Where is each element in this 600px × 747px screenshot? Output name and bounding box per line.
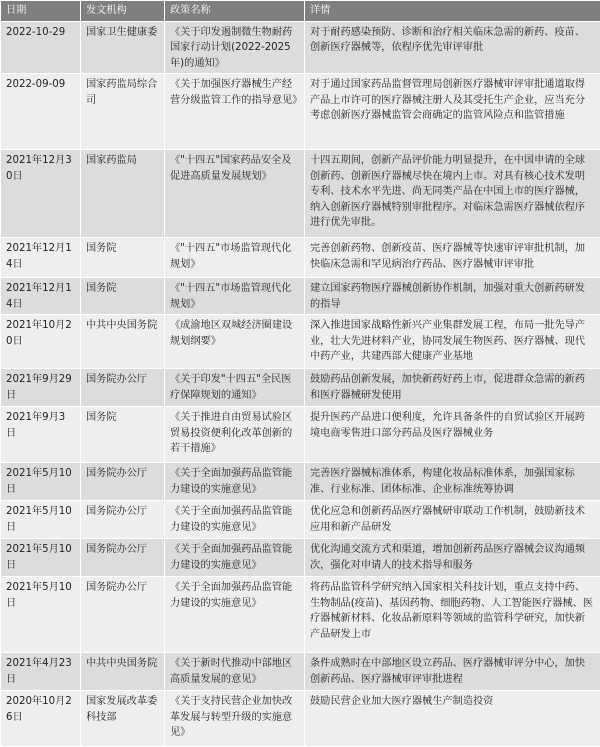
cell-policy: 《关于印发遏制微生物耐药国家行动计划(2022-2025年)的通知》 xyxy=(165,21,305,74)
cell-date: 2021年5月10日 xyxy=(1,463,81,501)
cell-agency: 中共中央国务院 xyxy=(81,315,165,369)
cell-date: 2021年4月23日 xyxy=(1,653,81,691)
header-date: 日期 xyxy=(1,1,81,22)
cell-policy: 《关于全面加强药品监管能力建设的实施意见》 xyxy=(165,539,305,577)
cell-date: 2020年10月26日 xyxy=(1,691,81,747)
cell-date: 2021年10月20日 xyxy=(1,315,81,369)
cell-date: 2021年12月30日 xyxy=(1,150,81,238)
cell-detail: 完善创新药物、创新疫苗、医疗器械等快速审评审批机制，加快临床急需和罕见病治疗药品、医疗器械审评审批 xyxy=(305,238,600,278)
table-row xyxy=(1,463,600,501)
cell-detail: 条件成熟时在中部地区设立药品、医疗器械审评分中心，加快创新药品、医疗器械审评审批进程 xyxy=(305,653,600,691)
cell-policy: 《关于全面加强药品监管能力建设的实施意见》 xyxy=(165,463,305,501)
cell-agency: 国务院 xyxy=(81,278,165,315)
cell-agency: 国家发展改革委科技部 xyxy=(81,691,165,747)
cell-agency: 国务院 xyxy=(81,407,165,463)
cell-policy: 《"十四五"市场监管现代化规划》 xyxy=(165,238,305,278)
table-row xyxy=(1,21,600,74)
cell-agency: 国务院办公厅 xyxy=(81,369,165,407)
cell-detail: 提升医药产品进口便利度，允许具备条件的自贸试验区开展跨境电商零售进口部分药品及医疗器械业务 xyxy=(305,407,600,463)
cell-detail: 鼓励药品创新发展，加快新药好药上市，促进群众急需的新药和医疗器械研发使用 xyxy=(305,369,600,407)
header-detail: 详情 xyxy=(305,1,600,22)
cell-date: 2022-09-09 xyxy=(1,74,81,150)
cell-date: 2021年5月10日 xyxy=(1,577,81,653)
cell-date: 2021年12月14日 xyxy=(1,238,81,278)
table-row xyxy=(1,150,600,238)
header-policy: 政策名称 xyxy=(165,1,305,22)
cell-date: 2021年9月3日 xyxy=(1,407,81,463)
table-row xyxy=(1,691,600,747)
cell-date: 2021年5月10日 xyxy=(1,501,81,539)
cell-detail: 将药品监管科学研究纳入国家相关科技计划，重点支持中药、生物制品(疫苗)、基因药物、细胞药物、人工智能医疗器械、医疗器械新材料、化妆品新原料等领域的监管科学研究，加快新产品研发上市 xyxy=(305,577,600,653)
cell-date: 2022-10-29 xyxy=(1,21,81,74)
table-row xyxy=(1,539,600,577)
table-row xyxy=(1,278,600,315)
table-row xyxy=(1,407,600,463)
cell-agency: 国务院办公厅 xyxy=(81,539,165,577)
table-row xyxy=(1,577,600,653)
cell-policy: 《"十四五"市场监管现代化规划》 xyxy=(165,278,305,315)
table-row xyxy=(1,653,600,691)
cell-detail: 对于耐药感染预防、诊断和治疗相关临床急需的新药、疫苗、创新医疗器械等，依程序优先审评审批 xyxy=(305,21,600,74)
cell-agency: 国务院 xyxy=(81,238,165,278)
cell-policy: 《关于支持民营企业加快改革发展与转型升级的实施意见》 xyxy=(165,691,305,747)
cell-policy: 《关于全面加强药品监管能力建设的实施意见》 xyxy=(165,501,305,539)
table-row xyxy=(1,315,600,369)
cell-agency: 国务院办公厅 xyxy=(81,577,165,653)
cell-agency: 国家药监局综合司 xyxy=(81,74,165,150)
cell-policy: 《"十四五"国家药品安全及促进高质量发展规划》 xyxy=(165,150,305,238)
cell-agency: 国务院办公厅 xyxy=(81,463,165,501)
header-agency: 发文机构 xyxy=(81,1,165,22)
table-row xyxy=(1,369,600,407)
table-row xyxy=(1,238,600,278)
cell-agency: 国务院办公厅 xyxy=(81,501,165,539)
cell-date: 2021年5月10日 xyxy=(1,539,81,577)
cell-agency: 国家卫生健康委 xyxy=(81,21,165,74)
cell-date: 2021年12月14日 xyxy=(1,278,81,315)
cell-date: 2021年9月29日 xyxy=(1,369,81,407)
header-row xyxy=(1,1,600,22)
cell-policy: 《关于全面加强药品监管能力建设的实施意见》 xyxy=(165,577,305,653)
cell-policy: 《关于加强医疗器械生产经营分级监管工作的指导意见》 xyxy=(165,74,305,150)
cell-detail: 十四五期间，创新产品评价能力明显提升，在中国申请的全球创新药、创新医疗器械尽快在境内上市。对具有核心技术发明专利、技术水平先进、尚无同类产品在中国上市的医疗器械，纳入创新医疗器械特别审批程序。对临床急需医疗器械依程序进行优先审批。 xyxy=(305,150,600,238)
table-row xyxy=(1,501,600,539)
cell-detail: 建立国家药物医疗器械创新协作机制，加强对重大创新药研发的指导 xyxy=(305,278,600,315)
cell-agency: 中共中央国务院 xyxy=(81,653,165,691)
cell-detail: 优化应急和创新药品医疗器械研审联动工作机制，鼓励新技术应用和新产品研发 xyxy=(305,501,600,539)
cell-policy: 《关于推进自由贸易试验区贸易投资便利化改革创新的若干措施》 xyxy=(165,407,305,463)
cell-policy: 《成渝地区双城经济圈建设规划纲要》 xyxy=(165,315,305,369)
cell-detail: 对于通过国家药品监督管理局创新医疗器械审评审批通道取得产品上市许可的医疗器械注册人及其受托生产企业，应当充分考虑创新医疗器械监管会商确定的监管风险点和监管措施 xyxy=(305,74,600,150)
cell-detail: 优化沟通交流方式和渠道，增加创新药品医疗器械会议沟通频次，强化对申请人的技术指导和服务 xyxy=(305,539,600,577)
cell-policy: 《关于印发"十四五"全民医疗保障规划的通知》 xyxy=(165,369,305,407)
cell-agency: 国家药监局 xyxy=(81,150,165,238)
cell-detail: 完善医疗器械标准体系，构建化妆品标准体系，加强国家标准、行业标准、团体标准、企业标准统筹协调 xyxy=(305,463,600,501)
cell-detail: 深入推进国家战略性新兴产业集群发展工程，布局一批先导产业，壮大先进材料产业，协同发展生物医药、医疗器械、现代中药产业，共建西部大健康产业基地 xyxy=(305,315,600,369)
cell-policy: 《关于新时代推动中部地区高质量发展的意见》 xyxy=(165,653,305,691)
cell-detail: 鼓励民营企业加大医疗器械生产制造投资 xyxy=(305,691,600,747)
table-row xyxy=(1,74,600,150)
